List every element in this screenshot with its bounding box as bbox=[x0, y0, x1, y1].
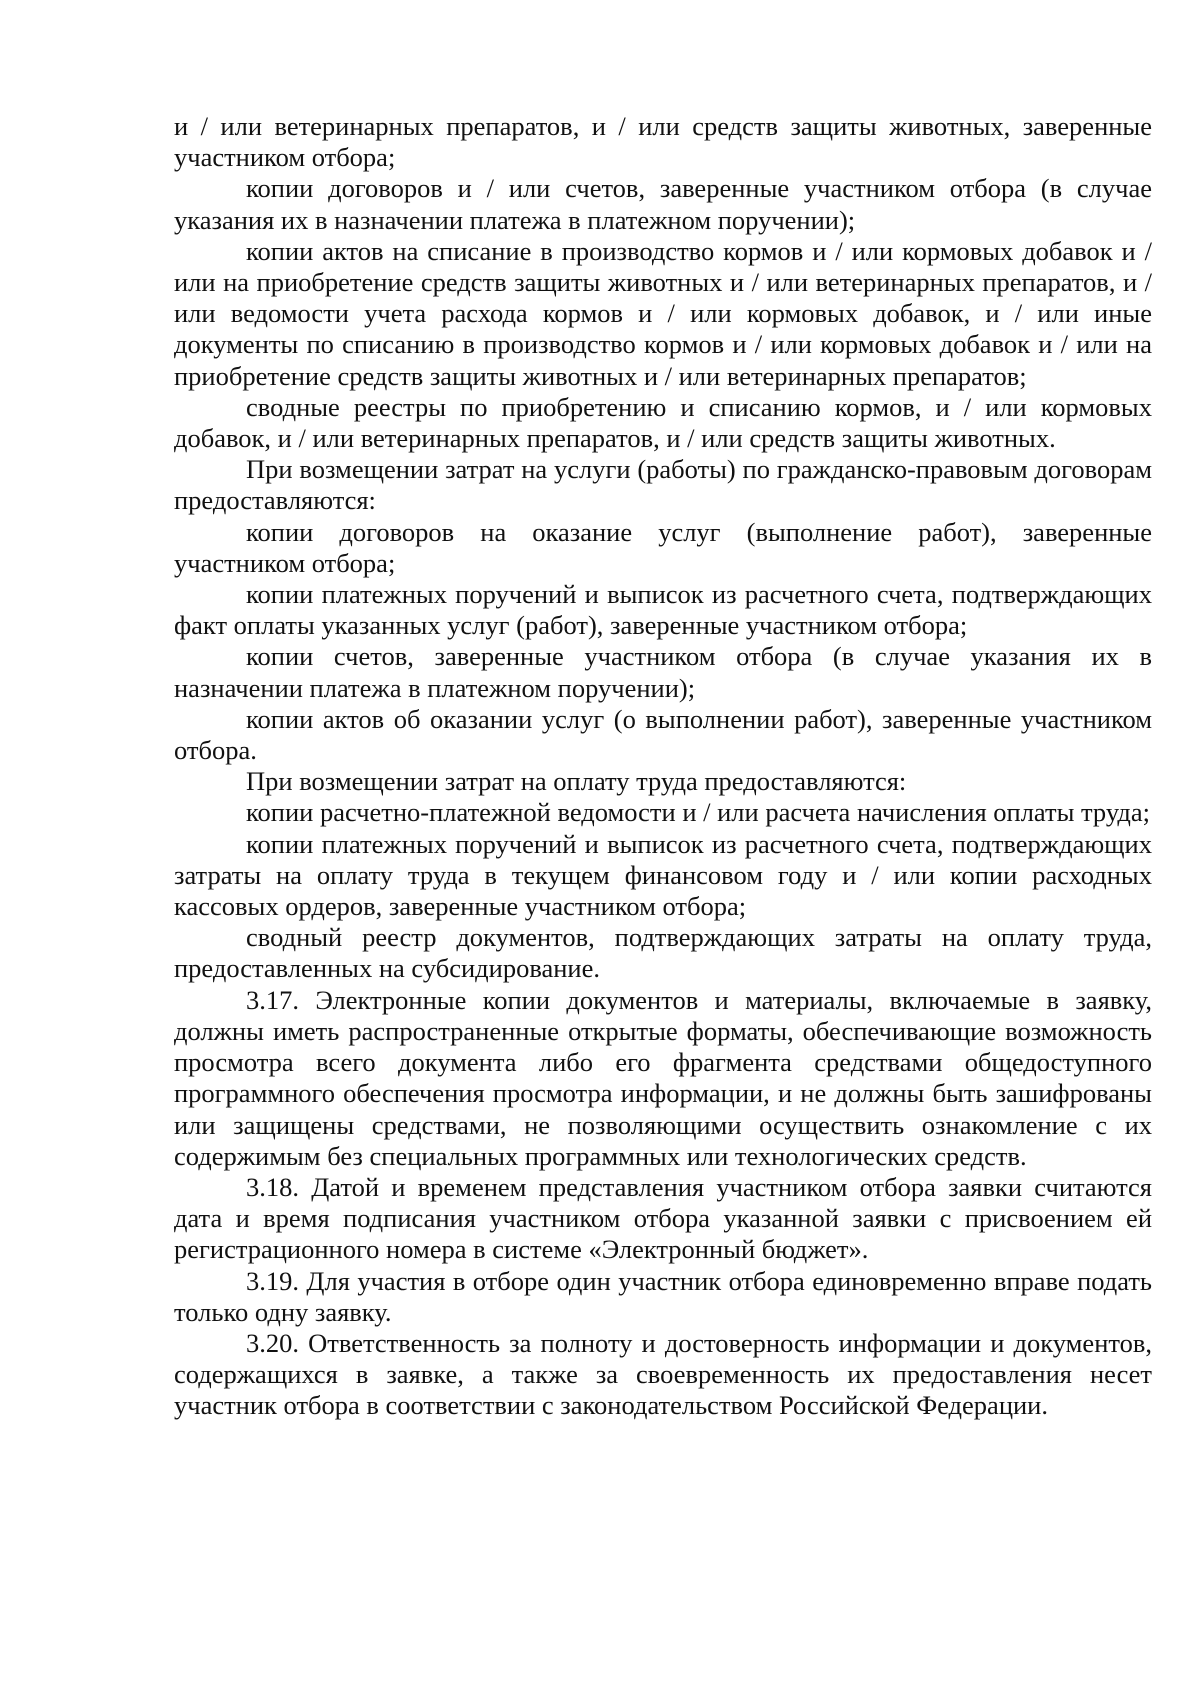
paragraph-payroll: копии расчетно-платежной ведомости и / или расчета начисления оплаты труда; bbox=[246, 797, 1151, 828]
clause-3-18: 3.18. Датой и временем представления участником отбора заявки считаются дата и время подписания участником отбора указанной заявки с присвоением ей регистрационного номера в системе «Электронный бюджет». bbox=[174, 1171, 1152, 1265]
paragraph-labor-heading: При возмещении затрат на оплату труда предоставляются: bbox=[246, 766, 907, 797]
document-page bbox=[174, 111, 1152, 1422]
clause-3-20: 3.20. Ответственность за полноту и достоверность информации и документов, содержащихся в заявке, а также за своевременность их предоставления несет участник отбора в соответствии с законодательством Российской Федерации. bbox=[174, 1327, 1152, 1421]
paragraph-continuation: и / или ветеринарных препаратов, и / или средств защиты животных, заверенные участником отбора; bbox=[174, 111, 1152, 173]
paragraph-writeoff-acts: копии актов на списание в производство кормов и / или кормовых добавок и / или на приобретение средств защиты животных и / или ветеринарных препаратов, и / или ведомости учета расхода кормов и / или кормовых добавок, и / или иные документы по списанию в производство кормов и / или кормовых добавок и / или на приобретение средств защиты животных и / или ветеринарных препаратов; bbox=[174, 235, 1152, 391]
paragraph-invoices: копии счетов, заверенные участником отбора (в случае указания их в назначении платежа в платежном поручении); bbox=[174, 641, 1152, 703]
paragraph-services-heading: При возмещении затрат на услуги (работы) по гражданско-правовым договорам предоставляются: bbox=[174, 454, 1152, 516]
paragraph-labor-payments: копии платежных поручений и выписок из расчетного счета, подтверждающих затраты на оплату труда в текущем финансовом году и / или копии расходных кассовых ордеров, заверенные участником отбора; bbox=[174, 828, 1152, 922]
paragraph-contract-copies: копии договоров и / или счетов, заверенные участником отбора (в случае указания их в назначении платежа в платежном поручении); bbox=[174, 173, 1152, 235]
clause-3-17: 3.17. Электронные копии документов и материалы, включаемые в заявку, должны иметь распространенные открытые форматы, обеспечивающие возможность просмотра всего документа либо его фрагмента средствами общедоступного программного обеспечения просмотра информации, и не должны быть зашифрованы или защищены средствами, не позволяющими осуществить ознакомление с их содержимым без специальных программных или технологических средств. bbox=[174, 984, 1152, 1171]
clause-3-19: 3.19. Для участия в отборе один участник отбора единовременно вправе подать только одну заявку. bbox=[174, 1265, 1152, 1327]
paragraph-service-acts: копии актов об оказании услуг (о выполнении работ), заверенные участником отбора. bbox=[174, 703, 1152, 766]
paragraph-payment-orders: копии платежных поручений и выписок из расчетного счета, подтверждающих факт оплаты указанных услуг (работ), заверенные участником отбора; bbox=[174, 579, 1152, 641]
paragraph-service-contracts: копии договоров на оказание услуг (выполнение работ), заверенные участником отбора; bbox=[174, 516, 1152, 578]
paragraph-summary-registers: сводные реестры по приобретению и списанию кормов, и / или кормовых добавок, и / или ветеринарных препаратов, и / или средств защиты животных. bbox=[174, 391, 1152, 454]
paragraph-labor-register: сводный реестр документов, подтверждающих затраты на оплату труда, предоставленных на субсидирование. bbox=[174, 922, 1152, 984]
